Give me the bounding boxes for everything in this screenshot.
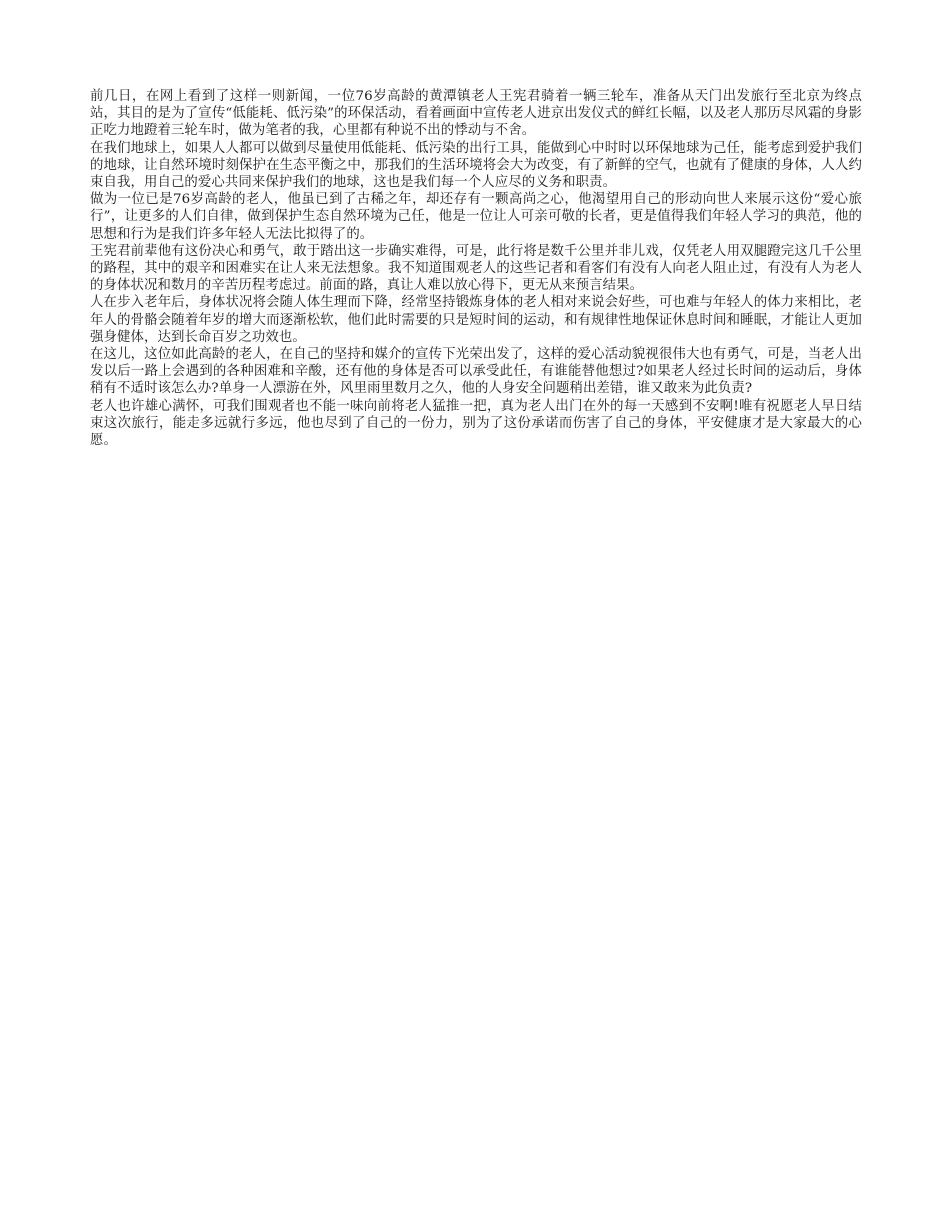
document-body <box>90 88 862 449</box>
paragraph-7: 老人也许雄心满怀，可我们围观者也不能一味向前将老人猛推一把，真为老人出门在外的每一天感到不安啊!唯有祝愿老人早日结束这次旅行，能走多远就行多远，他也尽到了自己的一份力，别为了这份承诺而伤害了自己的身体，平安健康才是大家最大的心愿。 <box>90 398 862 449</box>
paragraph-1: 前几日，在网上看到了这样一则新闻，一位76岁高龄的黄潭镇老人王宪君骑着一辆三轮车，准备从天门出发旅行至北京为终点站，其目的是为了宣传“低能耗、低污染”的环保活动，看着画面中宣传老人进京出发仪式的鲜红长幅，以及老人那历尽风霜的身影正吃力地蹬着三轮车时，做为笔者的我，心里都有种说不出的悸动与不舍。 <box>90 89 862 139</box>
paragraph-2: 在我们地球上，如果人人都可以做到尽量使用低能耗、低污染的出行工具，能做到心中时时以环保地球为己任，能考虑到爱护我们的地球，让自然环境时刻保护在生态平衡之中，那我们的生活环境将会大为改变，有了新鲜的空气，也就有了健康的身体，人人约束自我，用自己的爱心共同来保护我们的地球，这也是我们每一个人应尽的义务和职责。 <box>90 140 862 191</box>
paragraph-6: 在这儿，这位如此高龄的老人，在自己的坚持和媒介的宣传下光荣出发了，这样的爱心活动貌视很伟大也有勇气，可是，当老人出发以后一路上会遇到的各种困难和辛酸，还有他的身体是否可以承受此任，有谁能替他想过?如果老人经过长时间的运动后，身体稍有不适时该怎么办?单身一人漂游在外，风里雨里数月之久，他的人身安全问题稍出差错，谁又敢来为此负责? <box>90 347 862 397</box>
paragraph-3: 做为一位已是76岁高龄的老人，他虽已到了古稀之年，却还存有一颗高尚之心，他渴望用自己的形动向世人来展示这份“爱心旅行”，让更多的人们自律，做到保护生态自然环境为己任，他是一位让人可亲可敬的长者，更是值得我们年轻人学习的典范，他的思想和行为是我们许多年轻人无法比拟得了的。 <box>90 192 862 242</box>
paragraph-4: 王宪君前辈他有这份决心和勇气，敢于踏出这一步确实难得，可是，此行将是数千公里并非儿戏，仅凭老人用双腿蹬完这几千公里的路程，其中的艰辛和困难实在让人来无法想象。我不知道围观老人的这些记者和看客们有没有人向老人阻止过，有没有人为老人的身体状况和数月的辛苦历程考虑过。前面的路，真让人难以放心得下，更无从来预言结果。 <box>90 243 862 294</box>
paragraph-5: 人在步入老年后，身体状况将会随人体生理而下降，经常坚持锻炼身体的老人相对来说会好些，可也难与年轻人的体力来相比，老年人的骨骼会随着年岁的增大而逐渐松软，他们此时需要的只是短时间的运动，和有规律性地保证休息时间和睡眠，才能让人更加强身健体，达到长命百岁之功效也。 <box>90 295 862 345</box>
